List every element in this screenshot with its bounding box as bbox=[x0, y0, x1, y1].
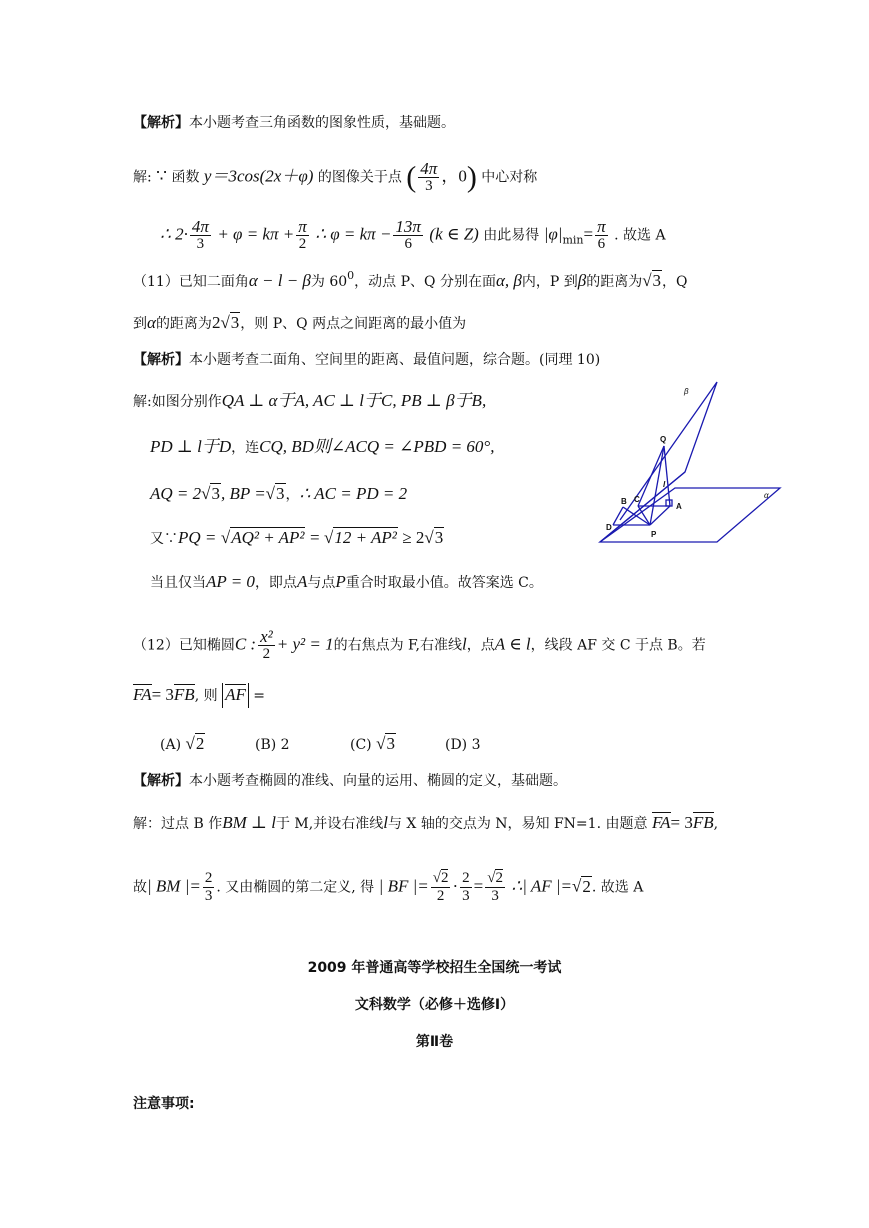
sqrt: √2 bbox=[185, 734, 205, 753]
fraction-den: 3 bbox=[196, 236, 205, 252]
math: = 3 bbox=[151, 685, 174, 704]
fraction-num: √2 bbox=[432, 870, 449, 886]
fraction bbox=[485, 870, 505, 905]
radicand: 3 bbox=[434, 528, 444, 547]
fraction-num: π bbox=[298, 217, 307, 236]
math: ∴ 2· bbox=[160, 224, 188, 244]
fraction-den: 2 bbox=[298, 236, 307, 252]
sqrt: √12 + AP² bbox=[323, 528, 397, 547]
q12-stem-line2 bbox=[133, 683, 265, 708]
math: = 3 bbox=[670, 813, 693, 832]
math: · bbox=[452, 876, 459, 896]
fraction-den: 6 bbox=[404, 236, 412, 252]
vector: FB bbox=[173, 685, 195, 704]
q11-sol-line1 bbox=[133, 391, 486, 412]
option-label: (D) bbox=[445, 737, 468, 753]
sqrt: √3 bbox=[265, 484, 285, 503]
dihedral-figure bbox=[590, 380, 790, 550]
math: A bbox=[296, 572, 308, 591]
vector: AF bbox=[225, 685, 246, 704]
fraction-den: 3 bbox=[425, 178, 433, 194]
fraction-num: x² bbox=[260, 627, 273, 646]
sol-text: 与 X 轴的交点为 N，易知 FN=1. 由题意 bbox=[387, 816, 648, 832]
math: ≥ 2 bbox=[402, 528, 425, 547]
radicand: 3 bbox=[276, 484, 285, 503]
fraction-den: 2 bbox=[436, 888, 445, 904]
function-expr: y＝3cos(2x＋φ) bbox=[203, 166, 314, 186]
math: 2 bbox=[211, 313, 221, 332]
math: α bbox=[147, 313, 156, 332]
math: BM ⊥ l bbox=[222, 813, 276, 832]
label-A: A bbox=[676, 502, 682, 511]
stem-text: （12）已知椭圆 bbox=[133, 637, 235, 654]
radicand: 12 + AP² bbox=[334, 528, 397, 547]
math: = bbox=[473, 876, 484, 896]
sol-text: 解:如图分别作 bbox=[133, 394, 222, 410]
option-label: (A) bbox=[160, 737, 182, 753]
q11-stem-line1 bbox=[133, 266, 688, 292]
sol-text: 与点 bbox=[307, 575, 336, 591]
fraction-den: 6 bbox=[597, 236, 606, 252]
sol-text: 当且仅当 bbox=[150, 575, 206, 591]
math: |φ| bbox=[543, 224, 563, 244]
option-value: 3 bbox=[471, 737, 481, 753]
sol-text: 中心对称 bbox=[481, 169, 538, 186]
plane-alpha bbox=[600, 488, 780, 542]
label-P: P bbox=[651, 530, 657, 539]
option-value: 2 bbox=[280, 737, 290, 753]
fraction-num: 4π bbox=[191, 217, 209, 236]
option-label: (C) bbox=[350, 737, 372, 753]
stem-text: ，则 P、Q 两点之间距离的最小值为 bbox=[240, 316, 467, 332]
sol-text: ，即点 bbox=[254, 575, 297, 591]
sol-text: 于 M,并设右准线 bbox=[275, 816, 384, 832]
fraction-num: 4π bbox=[420, 159, 438, 178]
fraction bbox=[595, 218, 608, 253]
q10-analysis bbox=[133, 113, 455, 133]
because-symbol: ∵ bbox=[156, 166, 167, 186]
stem-text: 的距离为 bbox=[155, 316, 212, 332]
sqrt: √3 bbox=[376, 734, 395, 753]
sqrt: √3 bbox=[642, 271, 662, 290]
math: + φ = kπ + bbox=[217, 224, 295, 244]
math: AQ = 2 bbox=[150, 484, 202, 503]
sqrt: √AQ² + AP² bbox=[220, 528, 305, 547]
sol-text: . 故选 A bbox=[591, 879, 644, 896]
option-d[interactable] bbox=[445, 735, 540, 755]
superscript: 0 bbox=[347, 269, 355, 282]
radicand: 2 bbox=[495, 870, 503, 886]
math: QA ⊥ α于A, AC ⊥ l于C, PB ⊥ β于B, bbox=[221, 391, 487, 410]
fraction-den: 2 bbox=[262, 646, 271, 662]
paren-open: ( bbox=[406, 160, 417, 194]
math: | BM |= bbox=[147, 876, 201, 896]
q11-stem-line2 bbox=[133, 313, 466, 334]
stem-text: 的右焦点为 F,右准线 bbox=[333, 637, 463, 654]
analysis-label: 【解析】 bbox=[133, 115, 189, 131]
vector: FA bbox=[651, 813, 671, 832]
sol-text: 的图像关于点 bbox=[317, 169, 402, 186]
radicand: 3 bbox=[211, 484, 220, 503]
math: AP = 0 bbox=[206, 572, 255, 591]
abs-value bbox=[222, 683, 249, 708]
fraction bbox=[431, 870, 451, 905]
analysis-label: 【解析】 bbox=[133, 352, 189, 368]
q11-sol-line4 bbox=[150, 528, 444, 549]
paper-volume: 第Ⅱ卷 bbox=[415, 1034, 454, 1050]
fraction-den: 3 bbox=[491, 888, 499, 904]
fraction bbox=[296, 218, 309, 253]
fraction-num: 2 bbox=[462, 870, 470, 886]
math: A ∈ l bbox=[494, 634, 531, 654]
vector: FA bbox=[133, 685, 152, 704]
q12-analysis bbox=[133, 771, 567, 791]
math: ∴ AC = PD = 2 bbox=[299, 484, 408, 503]
label-D: D bbox=[606, 523, 612, 532]
math: P bbox=[335, 572, 346, 591]
sol-text: 函数 bbox=[171, 169, 200, 186]
sol-text: , bbox=[713, 816, 719, 832]
sol-text: 又∵ bbox=[150, 531, 178, 547]
q12-sol-line2 bbox=[133, 870, 643, 905]
edge-line bbox=[600, 472, 685, 542]
radicand: 2 bbox=[582, 876, 591, 896]
q12-options bbox=[160, 734, 540, 755]
segment-QA bbox=[664, 446, 670, 506]
q11-sol-line3 bbox=[150, 484, 407, 505]
radicand: AQ² + AP² bbox=[231, 528, 305, 547]
stem-text: = bbox=[253, 688, 266, 704]
q11-sol-line5 bbox=[150, 572, 543, 593]
stem-text: 内，P 到 bbox=[521, 274, 578, 290]
stem-text: ，Q bbox=[662, 274, 688, 290]
math: , BP = bbox=[220, 484, 266, 503]
radicand: 3 bbox=[230, 313, 240, 332]
sol-text: 解：过点 B 作 bbox=[133, 816, 223, 832]
fraction-den: 3 bbox=[462, 888, 470, 904]
stem-text: （11）已知二面角 bbox=[133, 274, 249, 290]
fraction-num: √2 bbox=[487, 870, 503, 886]
math: C : bbox=[234, 634, 257, 654]
sol-text: . 又由椭圆的第二定义, 得 bbox=[216, 879, 375, 896]
math: (k ∈ Z) bbox=[429, 224, 479, 244]
analysis-text: 本小题考查三角函数的图象性质，基础题。 bbox=[189, 115, 455, 131]
math: PQ = bbox=[178, 528, 217, 547]
fraction bbox=[190, 218, 211, 253]
fraction-num: π bbox=[597, 217, 606, 236]
q12-sol-line1 bbox=[133, 813, 718, 834]
stem-text: ，动点 P、Q 分别在面 bbox=[354, 274, 496, 290]
segment-PC bbox=[638, 506, 650, 525]
math: α, β bbox=[495, 271, 522, 290]
sol-text: 故 bbox=[133, 879, 147, 896]
radicand: 3 bbox=[386, 734, 395, 753]
sqrt: √3 bbox=[424, 528, 444, 547]
exam-title: 2009 年普通高等学校招生全国统一考试 bbox=[307, 960, 562, 976]
math: + y² = 1 bbox=[276, 634, 334, 654]
analysis-label: 【解析】 bbox=[133, 773, 189, 789]
sqrt: √3 bbox=[220, 313, 240, 332]
exam-subtitle: 文科数学（必修＋选修Ⅰ） bbox=[354, 997, 515, 1013]
math: = bbox=[309, 528, 320, 547]
subscript: min bbox=[562, 233, 584, 247]
math: | BF |= bbox=[378, 876, 429, 896]
q11-sol-line2 bbox=[150, 437, 494, 458]
math: = bbox=[583, 224, 594, 244]
label-Q: Q bbox=[660, 435, 667, 444]
stem-text: 到 bbox=[133, 316, 147, 332]
sol-text: ， bbox=[285, 487, 300, 503]
math: β bbox=[577, 271, 587, 290]
option-b[interactable] bbox=[255, 735, 350, 755]
sol-text: 重合时取最小值。故答案选 C。 bbox=[345, 575, 543, 591]
q10-solution-line1 bbox=[133, 160, 537, 195]
math: ∴| AF |= bbox=[511, 876, 573, 896]
stem-text: , 则 bbox=[194, 688, 218, 704]
label-alpha: α bbox=[764, 491, 769, 500]
fraction bbox=[203, 870, 215, 905]
q10-solution-line2 bbox=[160, 218, 666, 253]
stem-text: 的距离为 bbox=[586, 274, 643, 290]
notice-heading: 注意事项: bbox=[133, 1096, 195, 1112]
label-beta: β bbox=[684, 387, 689, 396]
math: l bbox=[462, 634, 467, 654]
option-c[interactable] bbox=[350, 734, 445, 755]
math: ∴ φ = kπ − bbox=[315, 224, 392, 244]
stem-text: 为 60 bbox=[310, 274, 348, 290]
point-y: ，0 bbox=[441, 166, 467, 186]
fraction bbox=[393, 218, 423, 253]
fraction bbox=[418, 160, 439, 195]
label-C: C bbox=[634, 495, 640, 504]
option-label: (B) bbox=[255, 737, 277, 753]
sqrt: √2 bbox=[572, 876, 591, 896]
option-a[interactable] bbox=[160, 734, 255, 755]
fraction-den: 3 bbox=[204, 888, 213, 904]
segment-QC bbox=[638, 446, 664, 506]
vector: FB bbox=[692, 813, 714, 832]
analysis-text: 本小题考查二面角、空间里的距离、最值问题，综合题。(同理 10) bbox=[189, 352, 601, 368]
radicand: 3 bbox=[652, 271, 662, 290]
segment-BD bbox=[613, 507, 623, 525]
fraction bbox=[258, 628, 275, 663]
fraction-num: 13π bbox=[395, 217, 421, 236]
q11-analysis bbox=[133, 350, 600, 370]
label-l: l bbox=[663, 480, 666, 489]
q12-stem-line1 bbox=[133, 628, 706, 663]
radicand: 2 bbox=[440, 870, 449, 886]
fraction-num: 2 bbox=[204, 870, 213, 886]
math: α − l − β bbox=[248, 271, 311, 290]
math: CQ, BD则∠ACQ = ∠PBD = 60°, bbox=[259, 437, 495, 456]
fraction bbox=[460, 870, 472, 905]
sol-text: ，连 bbox=[231, 440, 260, 456]
stem-text: ，点 bbox=[466, 637, 495, 654]
stem-text: ，线段 AF 交 C 于点 B。若 bbox=[530, 637, 706, 654]
math: PD ⊥ l于D bbox=[150, 437, 232, 456]
sqrt: √3 bbox=[201, 484, 220, 503]
paren-close: ) bbox=[466, 160, 477, 194]
sol-prefix: 解: bbox=[133, 169, 152, 186]
label-B: B bbox=[621, 497, 627, 506]
radicand: 2 bbox=[195, 734, 205, 753]
sol-text: 由此易得 bbox=[483, 227, 540, 244]
sol-text: . 故选 A bbox=[614, 227, 666, 244]
analysis-text: 本小题考查椭圆的准线、向量的运用、椭圆的定义，基础题。 bbox=[189, 773, 567, 789]
math: l bbox=[383, 813, 388, 832]
